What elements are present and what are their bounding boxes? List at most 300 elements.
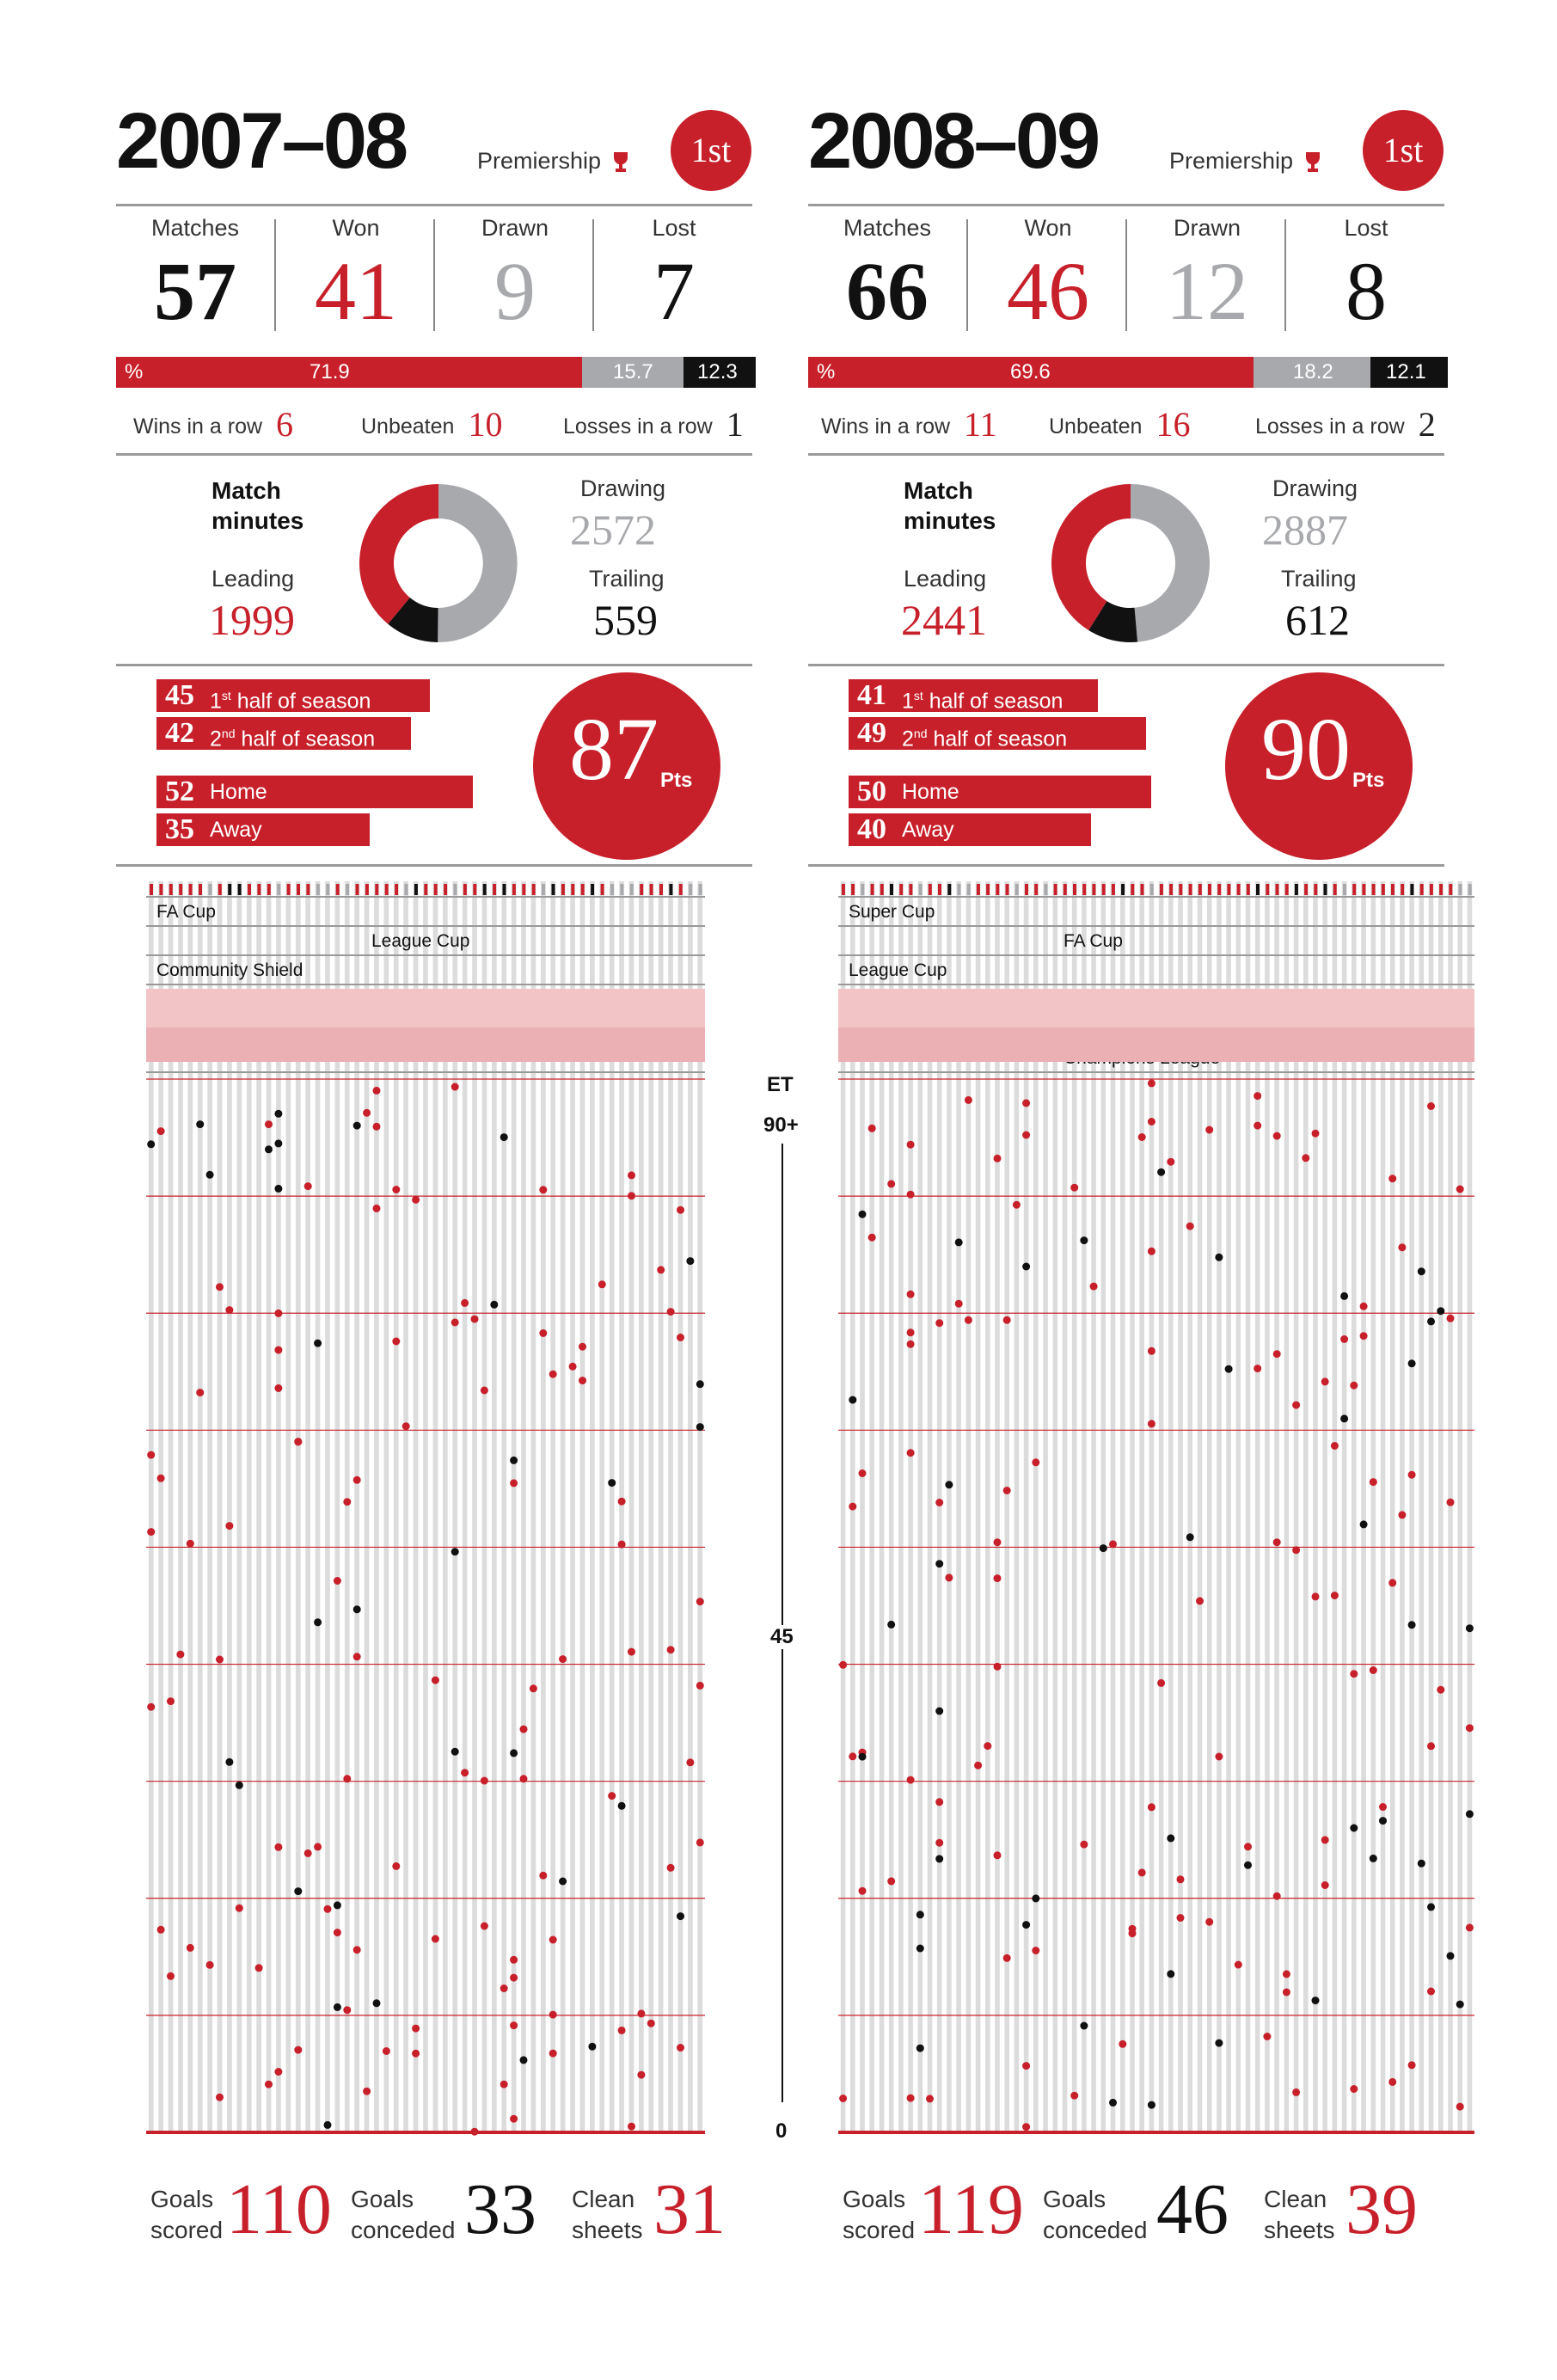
scored-word: scored xyxy=(843,2217,916,2244)
result-tick xyxy=(947,884,951,895)
match-column xyxy=(286,881,291,2132)
goal-scored-dot xyxy=(324,1905,332,1913)
goal-conceded-dot xyxy=(1466,1810,1474,1818)
drawing-slice xyxy=(1131,484,1210,642)
goal-scored-dot xyxy=(265,1120,273,1128)
goal-scored-dot xyxy=(432,1935,439,1943)
match-column xyxy=(521,881,526,2132)
goal-scored-dot xyxy=(1003,1954,1011,1962)
result-tick xyxy=(385,884,389,895)
won-value: 41 xyxy=(315,245,397,337)
goal-conceded-dot xyxy=(696,1380,704,1388)
goals-scored-value: 110 xyxy=(226,2169,332,2249)
goal-scored-dot xyxy=(147,1703,155,1711)
match-column xyxy=(1303,881,1309,2132)
goal-scored-dot xyxy=(1427,1102,1435,1110)
minute-axis xyxy=(757,1066,808,2150)
goal-conceded-dot xyxy=(1466,1624,1474,1632)
result-tick xyxy=(169,884,173,895)
stoppage-band xyxy=(838,1027,1474,1062)
goal-scored-dot xyxy=(1244,1843,1252,1850)
matches-value: 57 xyxy=(154,245,236,337)
goals-conceded-label xyxy=(351,2184,455,2247)
goal-scored-dot xyxy=(549,1371,557,1378)
match-column xyxy=(463,881,468,2132)
goal-scored-dot xyxy=(1388,1175,1396,1182)
result-tick xyxy=(493,884,496,895)
goal-conceded-dot xyxy=(1427,1317,1435,1325)
competition-text: Premiership xyxy=(1169,148,1294,174)
goal-conceded-dot xyxy=(916,1945,924,1953)
match-column xyxy=(531,881,536,2132)
goal-scored-dot xyxy=(1456,2103,1464,2111)
result-tick xyxy=(1324,884,1327,895)
goal-scored-dot xyxy=(481,1387,488,1395)
result-tick xyxy=(1420,884,1424,895)
result-tick xyxy=(503,884,506,895)
match-column xyxy=(1438,881,1444,2132)
goal-scored-dot xyxy=(510,2115,518,2123)
match-column xyxy=(580,881,585,2132)
goal-scored-dot xyxy=(225,1306,233,1314)
goal-scored-dot xyxy=(579,1343,586,1351)
goal-conceded-dot xyxy=(1080,2022,1088,2030)
result-tick xyxy=(1362,884,1365,895)
result-tick xyxy=(1006,884,1009,895)
goal-conceded-dot xyxy=(1437,1307,1444,1315)
goal-scored-dot xyxy=(1186,1223,1194,1230)
result-tick xyxy=(977,884,980,895)
points-value: 87 xyxy=(569,700,659,799)
result-tick xyxy=(620,884,623,895)
goal-conceded-dot xyxy=(945,1481,953,1488)
goal-scored-dot xyxy=(839,1661,847,1669)
goal-conceded-dot xyxy=(274,1185,282,1193)
match-column xyxy=(1352,881,1357,2132)
goal-conceded-dot xyxy=(935,1855,943,1862)
goal-scored-dot xyxy=(383,2047,390,2055)
drawn-label: Drawn xyxy=(481,215,549,241)
away-bar xyxy=(156,813,370,846)
result-tick xyxy=(1285,884,1289,895)
goal-scored-dot xyxy=(1080,1841,1088,1849)
match-column xyxy=(1130,881,1135,2132)
home-label: Home xyxy=(902,780,959,804)
result-tick xyxy=(1343,884,1346,895)
goal-scored-dot xyxy=(481,1923,488,1930)
unbeaten-streak xyxy=(361,404,502,445)
match-column xyxy=(1381,881,1386,2132)
goal-scored-dot xyxy=(1119,2040,1126,2048)
goal-conceded-dot xyxy=(147,1140,155,1148)
result-tick xyxy=(473,884,476,895)
result-percent-bar xyxy=(808,357,1448,388)
result-tick xyxy=(640,884,643,895)
goal-conceded-dot xyxy=(314,1340,322,1347)
goal-scored-dot xyxy=(935,1839,943,1847)
divider xyxy=(116,864,752,867)
goal-scored-dot xyxy=(647,2020,655,2027)
match-column xyxy=(985,881,990,2132)
goal-scored-dot xyxy=(667,1308,675,1316)
goal-scored-dot xyxy=(167,1972,175,1980)
goal-conceded-dot xyxy=(859,1211,867,1218)
result-tick xyxy=(871,884,874,895)
divider xyxy=(116,664,752,666)
result-tick xyxy=(277,884,280,895)
divider xyxy=(116,204,752,206)
clean-sheets-label xyxy=(1264,2184,1335,2247)
goal-scored-dot xyxy=(216,1656,224,1664)
goal-conceded-dot xyxy=(451,1748,459,1756)
result-tick xyxy=(434,884,438,895)
clean-word: Clean xyxy=(572,2186,635,2212)
match-column xyxy=(880,881,885,2132)
goal-scored-dot xyxy=(1321,1881,1329,1889)
match-timeline-grid xyxy=(838,881,1474,2141)
match-column xyxy=(947,881,952,2132)
goal-scored-dot xyxy=(1254,1122,1261,1130)
drawing-slice xyxy=(438,484,517,642)
result-tick xyxy=(581,884,585,895)
result-tick xyxy=(287,884,291,895)
match-column xyxy=(648,881,653,2132)
goal-conceded-dot xyxy=(859,1753,867,1761)
goal-conceded-dot xyxy=(510,1749,518,1757)
match-column xyxy=(335,881,340,2132)
drawn-percent: 15.7 xyxy=(613,360,653,383)
goal-scored-dot xyxy=(637,2009,645,2017)
goal-scored-dot xyxy=(461,1299,469,1307)
goal-scored-dot xyxy=(935,1798,943,1806)
goal-scored-dot xyxy=(839,2095,847,2102)
goal-conceded-dot xyxy=(1312,1997,1320,2004)
match-column xyxy=(169,881,174,2132)
lost-percent: 12.3 xyxy=(697,360,738,383)
goal-conceded-dot xyxy=(1109,2099,1117,2107)
goal-scored-dot xyxy=(363,2088,371,2095)
goal-scored-dot xyxy=(304,1849,312,1857)
lost-label: Lost xyxy=(652,215,696,241)
won-percent-seg xyxy=(116,357,582,388)
match-column xyxy=(1004,881,1009,2132)
goal-scored-dot xyxy=(907,1291,915,1298)
second-half-label: 2nd half of season xyxy=(902,727,1068,751)
trailing-label: Trailing xyxy=(589,566,665,592)
result-tick xyxy=(405,884,408,895)
match-column xyxy=(1168,881,1174,2132)
goal-scored-dot xyxy=(1447,1499,1455,1506)
goal-scored-dot xyxy=(994,1538,1002,1546)
goal-scored-dot xyxy=(1370,1666,1377,1674)
goal-scored-dot xyxy=(1148,1079,1155,1087)
goal-scored-dot xyxy=(265,2081,273,2089)
competition-label: Community Shield xyxy=(156,960,303,980)
match-column xyxy=(1255,881,1260,2132)
result-tick xyxy=(679,884,683,895)
goal-scored-dot xyxy=(176,1651,184,1659)
goal-scored-dot xyxy=(608,1792,616,1800)
clean-sheets-value: 39 xyxy=(1346,2169,1418,2249)
trophy-icon xyxy=(1305,150,1321,175)
away-label: Away xyxy=(902,818,954,842)
result-tick xyxy=(1382,884,1385,895)
first-sup: st xyxy=(913,689,923,702)
match-column xyxy=(1419,881,1425,2132)
losses-label: Losses in a row xyxy=(1255,414,1405,439)
goal-scored-dot xyxy=(859,1887,867,1895)
match-column xyxy=(452,881,457,2132)
goal-scored-dot xyxy=(274,1346,282,1354)
match-column xyxy=(561,881,566,2132)
result-tick xyxy=(938,884,941,895)
points-label: Pts xyxy=(660,769,693,792)
goal-scored-dot xyxy=(147,1528,155,1536)
goal-conceded-dot xyxy=(1418,1267,1425,1275)
conceded-word: conceded xyxy=(1043,2217,1148,2244)
match-column xyxy=(610,881,615,2132)
clean-word: Clean xyxy=(1264,2186,1327,2212)
result-tick xyxy=(463,884,467,895)
goal-scored-dot xyxy=(667,1864,675,1872)
goals-word: Goals xyxy=(150,2186,214,2212)
result-tick xyxy=(986,884,990,895)
match-column xyxy=(678,881,683,2132)
competition-label xyxy=(477,148,628,175)
goal-scored-dot xyxy=(353,1476,361,1484)
result-tick xyxy=(919,884,923,895)
result-tick xyxy=(414,884,418,895)
home-bar xyxy=(156,776,473,808)
axis-90plus-label: 90+ xyxy=(763,1113,799,1137)
home-value: 52 xyxy=(165,776,194,807)
first-half-value: 41 xyxy=(857,679,886,711)
second-half-value: 49 xyxy=(857,717,886,749)
lost-percent: 12.1 xyxy=(1386,360,1426,383)
stoppage-band xyxy=(146,1027,705,1062)
match-column xyxy=(697,881,702,2132)
match-column xyxy=(365,881,370,2132)
goal-conceded-dot xyxy=(1427,1903,1435,1911)
col-separator xyxy=(966,219,968,331)
goal-scored-dot xyxy=(451,1319,459,1327)
goal-scored-dot xyxy=(294,1438,302,1445)
goal-conceded-dot xyxy=(1157,1169,1165,1176)
goal-scored-dot xyxy=(187,1944,194,1952)
match-column xyxy=(966,881,972,2132)
season-title: 2008–09 xyxy=(808,97,1099,185)
match-column xyxy=(1149,881,1155,2132)
goal-scored-dot xyxy=(412,2050,420,2058)
goal-conceded-dot xyxy=(500,1133,508,1141)
competition-label: FA Cup xyxy=(1064,931,1123,951)
result-tick xyxy=(267,884,271,895)
home-bar xyxy=(849,776,1151,808)
result-tick xyxy=(1468,884,1472,895)
goal-conceded-dot xyxy=(1186,1533,1194,1541)
match-column xyxy=(1111,881,1116,2132)
goal-scored-dot xyxy=(1263,2033,1271,2040)
goal-scored-dot xyxy=(994,1663,1002,1671)
losses-value: 1 xyxy=(726,405,744,444)
match-column xyxy=(1322,881,1327,2132)
goal-scored-dot xyxy=(157,1926,165,1934)
match-column xyxy=(472,881,477,2132)
drawn-percent-seg xyxy=(582,357,683,388)
result-tick xyxy=(1256,884,1260,895)
conceded-word: conceded xyxy=(351,2217,456,2244)
goal-scored-dot xyxy=(471,1316,479,1323)
goal-scored-dot xyxy=(559,1655,567,1663)
competition-label xyxy=(1169,148,1321,175)
divider xyxy=(808,204,1444,206)
goal-scored-dot xyxy=(696,1838,704,1846)
match-column xyxy=(1217,881,1222,2132)
result-tick xyxy=(958,884,961,895)
goal-conceded-dot xyxy=(373,1999,381,2007)
goal-scored-dot xyxy=(907,1328,915,1336)
match-column xyxy=(512,881,517,2132)
result-tick xyxy=(1179,884,1182,895)
points-label: Pts xyxy=(1352,769,1385,792)
goal-scored-dot xyxy=(1273,1132,1281,1140)
second-half-label: 2nd half of season xyxy=(210,727,376,751)
goal-scored-dot xyxy=(618,1541,626,1549)
match-column xyxy=(1284,881,1290,2132)
result-tick xyxy=(1112,884,1115,895)
first-half-text: half of season xyxy=(236,689,371,714)
match-column xyxy=(1043,881,1048,2132)
result-tick xyxy=(1102,884,1106,895)
match-column xyxy=(639,881,644,2132)
col-separator xyxy=(592,219,594,331)
goal-scored-dot xyxy=(304,1182,312,1190)
goal-conceded-dot xyxy=(1370,1855,1377,1862)
result-percent-bar xyxy=(116,357,756,388)
sheets-word: sheets xyxy=(572,2217,643,2244)
goals-word: Goals xyxy=(351,2186,414,2212)
competition-label: League Cup xyxy=(371,931,470,951)
match-column xyxy=(1178,881,1183,2132)
goal-conceded-dot xyxy=(696,1423,704,1431)
match-column xyxy=(937,881,942,2132)
result-tick xyxy=(1141,884,1144,895)
match-column xyxy=(1091,881,1096,2132)
first-half-bar xyxy=(156,679,430,712)
match-column xyxy=(908,881,913,2132)
goal-scored-dot xyxy=(510,1974,518,1982)
goal-conceded-dot xyxy=(1215,1254,1223,1261)
match-column xyxy=(1371,881,1376,2132)
second-half-value: 42 xyxy=(165,717,194,749)
result-tick xyxy=(454,884,457,895)
goal-scored-dot xyxy=(1292,1546,1300,1554)
second-half-bar xyxy=(849,717,1146,750)
minutes-title-1: Match xyxy=(211,477,281,504)
goal-scored-dot xyxy=(216,1283,224,1291)
goal-conceded-dot xyxy=(1379,1817,1387,1825)
goal-scored-dot xyxy=(994,1851,1002,1859)
goal-conceded-dot xyxy=(588,2043,596,2051)
result-tick xyxy=(1401,884,1404,895)
unbeaten-label: Unbeaten xyxy=(361,414,455,439)
goal-scored-dot xyxy=(1312,1130,1320,1138)
goal-scored-dot xyxy=(1292,2089,1300,2096)
unbeaten-value: 10 xyxy=(468,405,503,444)
goal-conceded-dot xyxy=(618,1802,626,1810)
result-tick xyxy=(1372,884,1376,895)
result-tick xyxy=(208,884,211,895)
extra-time-band xyxy=(146,989,705,1027)
result-tick xyxy=(1247,884,1250,895)
goal-conceded-dot xyxy=(1167,1970,1174,1978)
goal-conceded-dot xyxy=(225,1758,233,1766)
match-column xyxy=(149,881,154,2132)
result-tick xyxy=(929,884,932,895)
goal-scored-dot xyxy=(412,2025,420,2033)
match-column xyxy=(384,881,389,2132)
goal-scored-dot xyxy=(965,1096,972,1104)
trailing-label: Trailing xyxy=(1281,566,1357,592)
result-tick xyxy=(228,884,231,895)
match-column xyxy=(1159,881,1164,2132)
goal-scored-dot xyxy=(657,1266,665,1273)
goal-conceded-dot xyxy=(520,2056,528,2064)
match-column xyxy=(1082,881,1087,2132)
goal-scored-dot xyxy=(461,1769,469,1776)
season-2008-09 xyxy=(804,0,1457,2380)
goal-scored-dot xyxy=(907,1340,915,1348)
result-tick xyxy=(1227,884,1230,895)
goal-scored-dot xyxy=(549,2050,557,2058)
goal-conceded-dot xyxy=(608,1479,616,1487)
goal-conceded-dot xyxy=(1418,1860,1425,1868)
goal-scored-dot xyxy=(1003,1316,1011,1324)
minutes-title xyxy=(211,475,303,536)
match-column xyxy=(1207,881,1212,2132)
goal-scored-dot xyxy=(696,1598,704,1605)
goal-scored-dot xyxy=(294,2046,302,2054)
drawn-col xyxy=(1128,215,1286,335)
result-tick xyxy=(179,884,182,895)
result-tick xyxy=(356,884,359,895)
match-column xyxy=(207,881,212,2132)
match-column xyxy=(956,881,961,2132)
match-column xyxy=(898,881,904,2132)
goals-word: Goals xyxy=(1043,2186,1106,2212)
won-label: Won xyxy=(1024,215,1072,241)
result-tick xyxy=(880,884,884,895)
goal-scored-dot xyxy=(1254,1365,1261,1372)
match-column xyxy=(394,881,399,2132)
won-value: 46 xyxy=(1007,245,1089,337)
result-tick xyxy=(1304,884,1308,895)
goal-scored-dot xyxy=(1032,1458,1039,1466)
result-tick xyxy=(444,884,447,895)
goal-scored-dot xyxy=(1398,1243,1406,1251)
lost-value: 7 xyxy=(653,245,695,337)
match-column xyxy=(1120,881,1125,2132)
goal-scored-dot xyxy=(677,1334,684,1341)
result-tick xyxy=(601,884,604,895)
match-column xyxy=(482,881,487,2132)
match-column xyxy=(227,881,232,2132)
result-tick xyxy=(561,884,565,895)
goal-conceded-dot xyxy=(1408,1621,1416,1629)
match-column xyxy=(354,881,359,2132)
result-tick xyxy=(1217,884,1221,895)
match-column xyxy=(928,881,933,2132)
